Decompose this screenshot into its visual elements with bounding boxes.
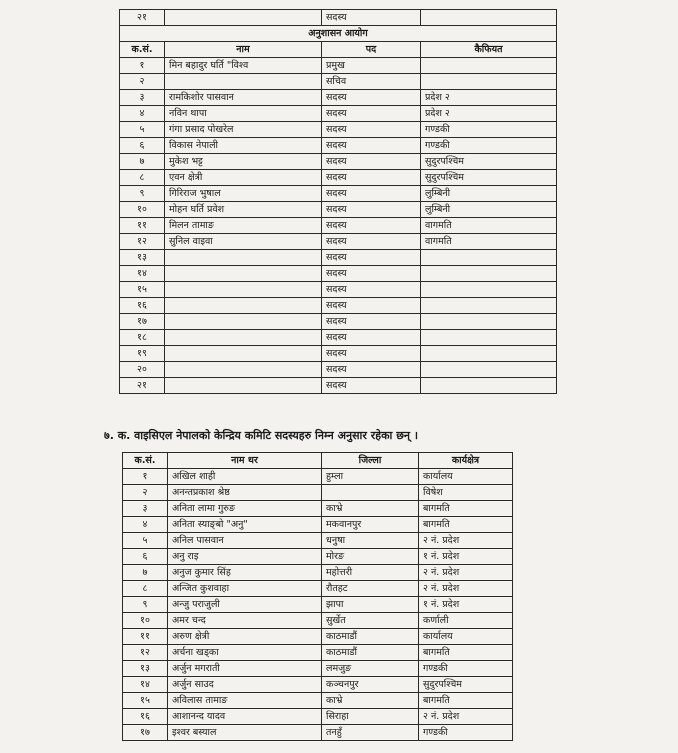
table-row <box>120 250 557 266</box>
remark-cell <box>421 74 557 90</box>
remark-cell: सुदुरपश्चिम <box>421 154 557 170</box>
work-area-cell: गण्डकी <box>419 725 513 741</box>
district-cell: काभ्रे <box>322 501 419 517</box>
name-cell: अर्जुन साउद <box>168 677 322 693</box>
table-row <box>120 122 557 138</box>
name-cell <box>165 74 322 90</box>
table-row <box>123 677 513 693</box>
work-area-cell: कार्यालय <box>419 629 513 645</box>
work-area-cell: बागमति <box>419 693 513 709</box>
work-area-cell: बागमति <box>419 645 513 661</box>
serial-cell: १२ <box>123 645 168 661</box>
table-header-row <box>120 42 557 58</box>
work-area-cell: २ नं. प्रदेश <box>419 533 513 549</box>
serial-cell: १४ <box>120 266 165 282</box>
serial-cell: २ <box>123 485 168 501</box>
serial-cell: ११ <box>120 218 165 234</box>
name-cell: मिलन तामाङ <box>165 218 322 234</box>
column-header-work-area: कार्यक्षेत्र <box>419 453 513 469</box>
name-cell: गिरिराज भुषाल <box>165 186 322 202</box>
district-cell: काठमाडौं <box>322 645 419 661</box>
column-header-name: नाम थर <box>168 453 322 469</box>
work-area-cell: कार्यालय <box>419 469 513 485</box>
serial-cell: २१ <box>120 10 165 26</box>
serial-cell: ९ <box>123 597 168 613</box>
remark-cell: प्रदेश २ <box>421 106 557 122</box>
serial-cell: २० <box>120 362 165 378</box>
table-row <box>123 661 513 677</box>
name-cell <box>165 362 322 378</box>
table-row <box>123 629 513 645</box>
table-row <box>120 282 557 298</box>
table-row <box>123 725 513 741</box>
work-area-cell: १ नं. प्रदेश <box>419 597 513 613</box>
serial-cell: २ <box>120 74 165 90</box>
district-cell: हुम्ला <box>322 469 419 485</box>
remark-cell: वागमति <box>421 218 557 234</box>
name-cell <box>165 314 322 330</box>
serial-cell: ८ <box>123 581 168 597</box>
position-cell: सदस्य <box>322 250 421 266</box>
position-cell: प्रमुख <box>322 58 421 74</box>
name-cell: अन्जु पराजुली <box>168 597 322 613</box>
disciplinary-commission-table <box>119 9 557 394</box>
work-area-cell: १ नं. प्रदेश <box>419 549 513 565</box>
name-cell: अन्जित कुशवाहा <box>168 581 322 597</box>
work-area-cell: २ नं. प्रदेश <box>419 565 513 581</box>
position-cell: सदस्य <box>322 266 421 282</box>
position-cell: सदस्य <box>322 298 421 314</box>
name-cell: इश्वर बस्याल <box>168 725 322 741</box>
remark-cell: लुम्बिनी <box>421 186 557 202</box>
position-cell: सदस्य <box>322 202 421 218</box>
table-row <box>123 613 513 629</box>
name-cell: अविलास तामाङ <box>168 693 322 709</box>
table-row <box>120 314 557 330</box>
table-row <box>123 565 513 581</box>
name-cell: एवन क्षेत्री <box>165 170 322 186</box>
name-cell: अनिल पासवान <box>168 533 322 549</box>
name-cell <box>165 298 322 314</box>
remark-cell <box>421 58 557 74</box>
position-cell: सदस्य <box>322 186 421 202</box>
name-cell: अरुण क्षेत्री <box>168 629 322 645</box>
table-row <box>123 517 513 533</box>
serial-cell: १ <box>120 58 165 74</box>
column-header-remark: कैफियत <box>421 42 557 58</box>
table-row <box>120 154 557 170</box>
table-row <box>120 170 557 186</box>
serial-cell: ७ <box>123 565 168 581</box>
serial-cell: १३ <box>120 250 165 266</box>
district-cell: लमजुङ <box>322 661 419 677</box>
name-cell: विकास नेपाली <box>165 138 322 154</box>
serial-cell: १८ <box>120 330 165 346</box>
table-row <box>120 346 557 362</box>
serial-cell: १२ <box>120 234 165 250</box>
central-committee-table <box>122 452 513 741</box>
serial-cell: ७ <box>120 154 165 170</box>
remark-cell: सुदुरपश्चिम <box>421 170 557 186</box>
position-cell: सदस्य <box>322 282 421 298</box>
district-cell: काभ्रे <box>322 693 419 709</box>
remark-cell <box>421 250 557 266</box>
remark-cell: वागमति <box>421 234 557 250</box>
table-header-row <box>123 453 513 469</box>
column-header-serial: क.सं. <box>123 453 168 469</box>
name-cell <box>165 282 322 298</box>
table-row <box>120 330 557 346</box>
remark-cell: प्रदेश २ <box>421 90 557 106</box>
column-header-name: नाम <box>165 42 322 58</box>
position-cell: सदस्य <box>322 90 421 106</box>
name-cell <box>165 266 322 282</box>
table-row <box>120 266 557 282</box>
district-cell: मोरङ <box>322 549 419 565</box>
table-title-row <box>120 26 557 42</box>
serial-cell: ५ <box>120 122 165 138</box>
position-cell: सदस्य <box>322 314 421 330</box>
work-area-cell: सुदुरपश्चिम <box>419 677 513 693</box>
table-row <box>120 234 557 250</box>
district-cell: रौतहट <box>322 581 419 597</box>
table-row <box>123 597 513 613</box>
serial-cell: १ <box>123 469 168 485</box>
name-cell <box>165 10 322 26</box>
name-cell: आशानन्द यादव <box>168 709 322 725</box>
serial-cell: ३ <box>123 501 168 517</box>
district-cell: तनहुँ <box>322 725 419 741</box>
serial-cell: १५ <box>123 693 168 709</box>
remark-cell <box>421 314 557 330</box>
remark-cell <box>421 378 557 394</box>
position-cell: सदस्य <box>322 378 421 394</box>
column-header-district: जिल्ला <box>322 453 419 469</box>
district-cell: महोत्तरी <box>322 565 419 581</box>
table-row <box>123 645 513 661</box>
table-row <box>123 469 513 485</box>
position-cell: सदस्य <box>322 154 421 170</box>
serial-cell: १० <box>120 202 165 218</box>
name-cell: अर्जुन मगराती <box>168 661 322 677</box>
position-cell: सदस्य <box>322 346 421 362</box>
position-cell: सदस्य <box>322 362 421 378</box>
remark-cell: लुम्बिनी <box>421 202 557 218</box>
serial-cell: ९ <box>120 186 165 202</box>
table-row <box>123 709 513 725</box>
table-row <box>120 74 557 90</box>
table-row <box>120 10 557 26</box>
table-row <box>120 378 557 394</box>
district-cell: मकवानपुर <box>322 517 419 533</box>
district-cell <box>322 485 419 501</box>
name-cell: अर्चना खड्का <box>168 645 322 661</box>
work-area-cell: विषेश <box>419 485 513 501</box>
position-cell: सदस्य <box>322 10 421 26</box>
serial-cell: ११ <box>123 629 168 645</box>
work-area-cell: बागमति <box>419 517 513 533</box>
serial-cell: २१ <box>120 378 165 394</box>
name-cell: गंगा प्रसाद पोखरेल <box>165 122 322 138</box>
section-heading: ७. क. वाइसिएल नेपालको केन्द्रिय कमिटि सदस्यहरु निम्न अनुसार रहेका छन् । <box>104 429 419 442</box>
table-row <box>120 138 557 154</box>
name-cell <box>165 378 322 394</box>
serial-cell: १६ <box>123 709 168 725</box>
table-row <box>120 186 557 202</box>
table-row <box>123 533 513 549</box>
position-cell: सदस्य <box>322 122 421 138</box>
serial-cell: ८ <box>120 170 165 186</box>
name-cell: रामकिशोर पासवान <box>165 90 322 106</box>
table-row <box>123 485 513 501</box>
table-row <box>123 549 513 565</box>
position-cell: सदस्य <box>322 234 421 250</box>
table-row <box>120 362 557 378</box>
work-area-cell: गण्डकी <box>419 661 513 677</box>
remark-cell <box>421 10 557 26</box>
district-cell: झापा <box>322 597 419 613</box>
serial-cell: १३ <box>123 661 168 677</box>
position-cell: सदस्य <box>322 138 421 154</box>
name-cell: अखिल शाही <box>168 469 322 485</box>
name-cell: अमर चन्द <box>168 613 322 629</box>
name-cell <box>165 346 322 362</box>
table-row <box>120 90 557 106</box>
remark-cell <box>421 266 557 282</box>
work-area-cell: २ नं. प्रदेश <box>419 581 513 597</box>
position-cell: सदस्य <box>322 330 421 346</box>
serial-cell: १७ <box>123 725 168 741</box>
position-cell: सदस्य <box>322 106 421 122</box>
serial-cell: ४ <box>123 517 168 533</box>
remark-cell <box>421 298 557 314</box>
name-cell: मुकेश भट्ट <box>165 154 322 170</box>
remark-cell <box>421 330 557 346</box>
position-cell: सदस्य <box>322 218 421 234</box>
name-cell: अनिता स्याङ्बो "अनु" <box>168 517 322 533</box>
remark-cell: गण्डकी <box>421 138 557 154</box>
district-cell: सुर्खेत <box>322 613 419 629</box>
table-row <box>123 581 513 597</box>
table-title: अनुशासन आयोग <box>120 26 557 42</box>
name-cell: अनन्तप्रकाश श्रेष्ठ <box>168 485 322 501</box>
name-cell <box>165 250 322 266</box>
serial-cell: ५ <box>123 533 168 549</box>
work-area-cell: बागमति <box>419 501 513 517</box>
table-row <box>120 298 557 314</box>
name-cell: मिन बहादुर घर्ति "विश्व <box>165 58 322 74</box>
serial-cell: ६ <box>123 549 168 565</box>
position-cell: सदस्य <box>322 170 421 186</box>
table-row <box>123 693 513 709</box>
name-cell: सुनिल वाइवा <box>165 234 322 250</box>
serial-cell: ३ <box>120 90 165 106</box>
serial-cell: १७ <box>120 314 165 330</box>
name-cell: अनिता लामा गुरुङ <box>168 501 322 517</box>
remark-cell <box>421 362 557 378</box>
column-header-position: पद <box>322 42 421 58</box>
remark-cell <box>421 282 557 298</box>
serial-cell: १६ <box>120 298 165 314</box>
table-row <box>120 58 557 74</box>
name-cell: नविन थापा <box>165 106 322 122</box>
serial-cell: ६ <box>120 138 165 154</box>
name-cell: मोहन घर्ति प्रवेश <box>165 202 322 218</box>
name-cell: अनुज कुमार सिंह <box>168 565 322 581</box>
position-cell: सचिव <box>322 74 421 90</box>
table-row <box>120 106 557 122</box>
district-cell: काठमाडौं <box>322 629 419 645</box>
district-cell: कञ्चनपुर <box>322 677 419 693</box>
serial-cell: १० <box>123 613 168 629</box>
table-row <box>120 202 557 218</box>
name-cell <box>165 330 322 346</box>
district-cell: धनुषा <box>322 533 419 549</box>
work-area-cell: कर्णाली <box>419 613 513 629</box>
table-row <box>120 218 557 234</box>
serial-cell: १९ <box>120 346 165 362</box>
serial-cell: १४ <box>123 677 168 693</box>
remark-cell <box>421 346 557 362</box>
table-row <box>123 501 513 517</box>
work-area-cell: २ नं. प्रदेश <box>419 709 513 725</box>
column-header-serial: क.सं. <box>120 42 165 58</box>
name-cell: अनु राइ <box>168 549 322 565</box>
district-cell: सिराहा <box>322 709 419 725</box>
serial-cell: ४ <box>120 106 165 122</box>
remark-cell: गण्डकी <box>421 122 557 138</box>
serial-cell: १५ <box>120 282 165 298</box>
